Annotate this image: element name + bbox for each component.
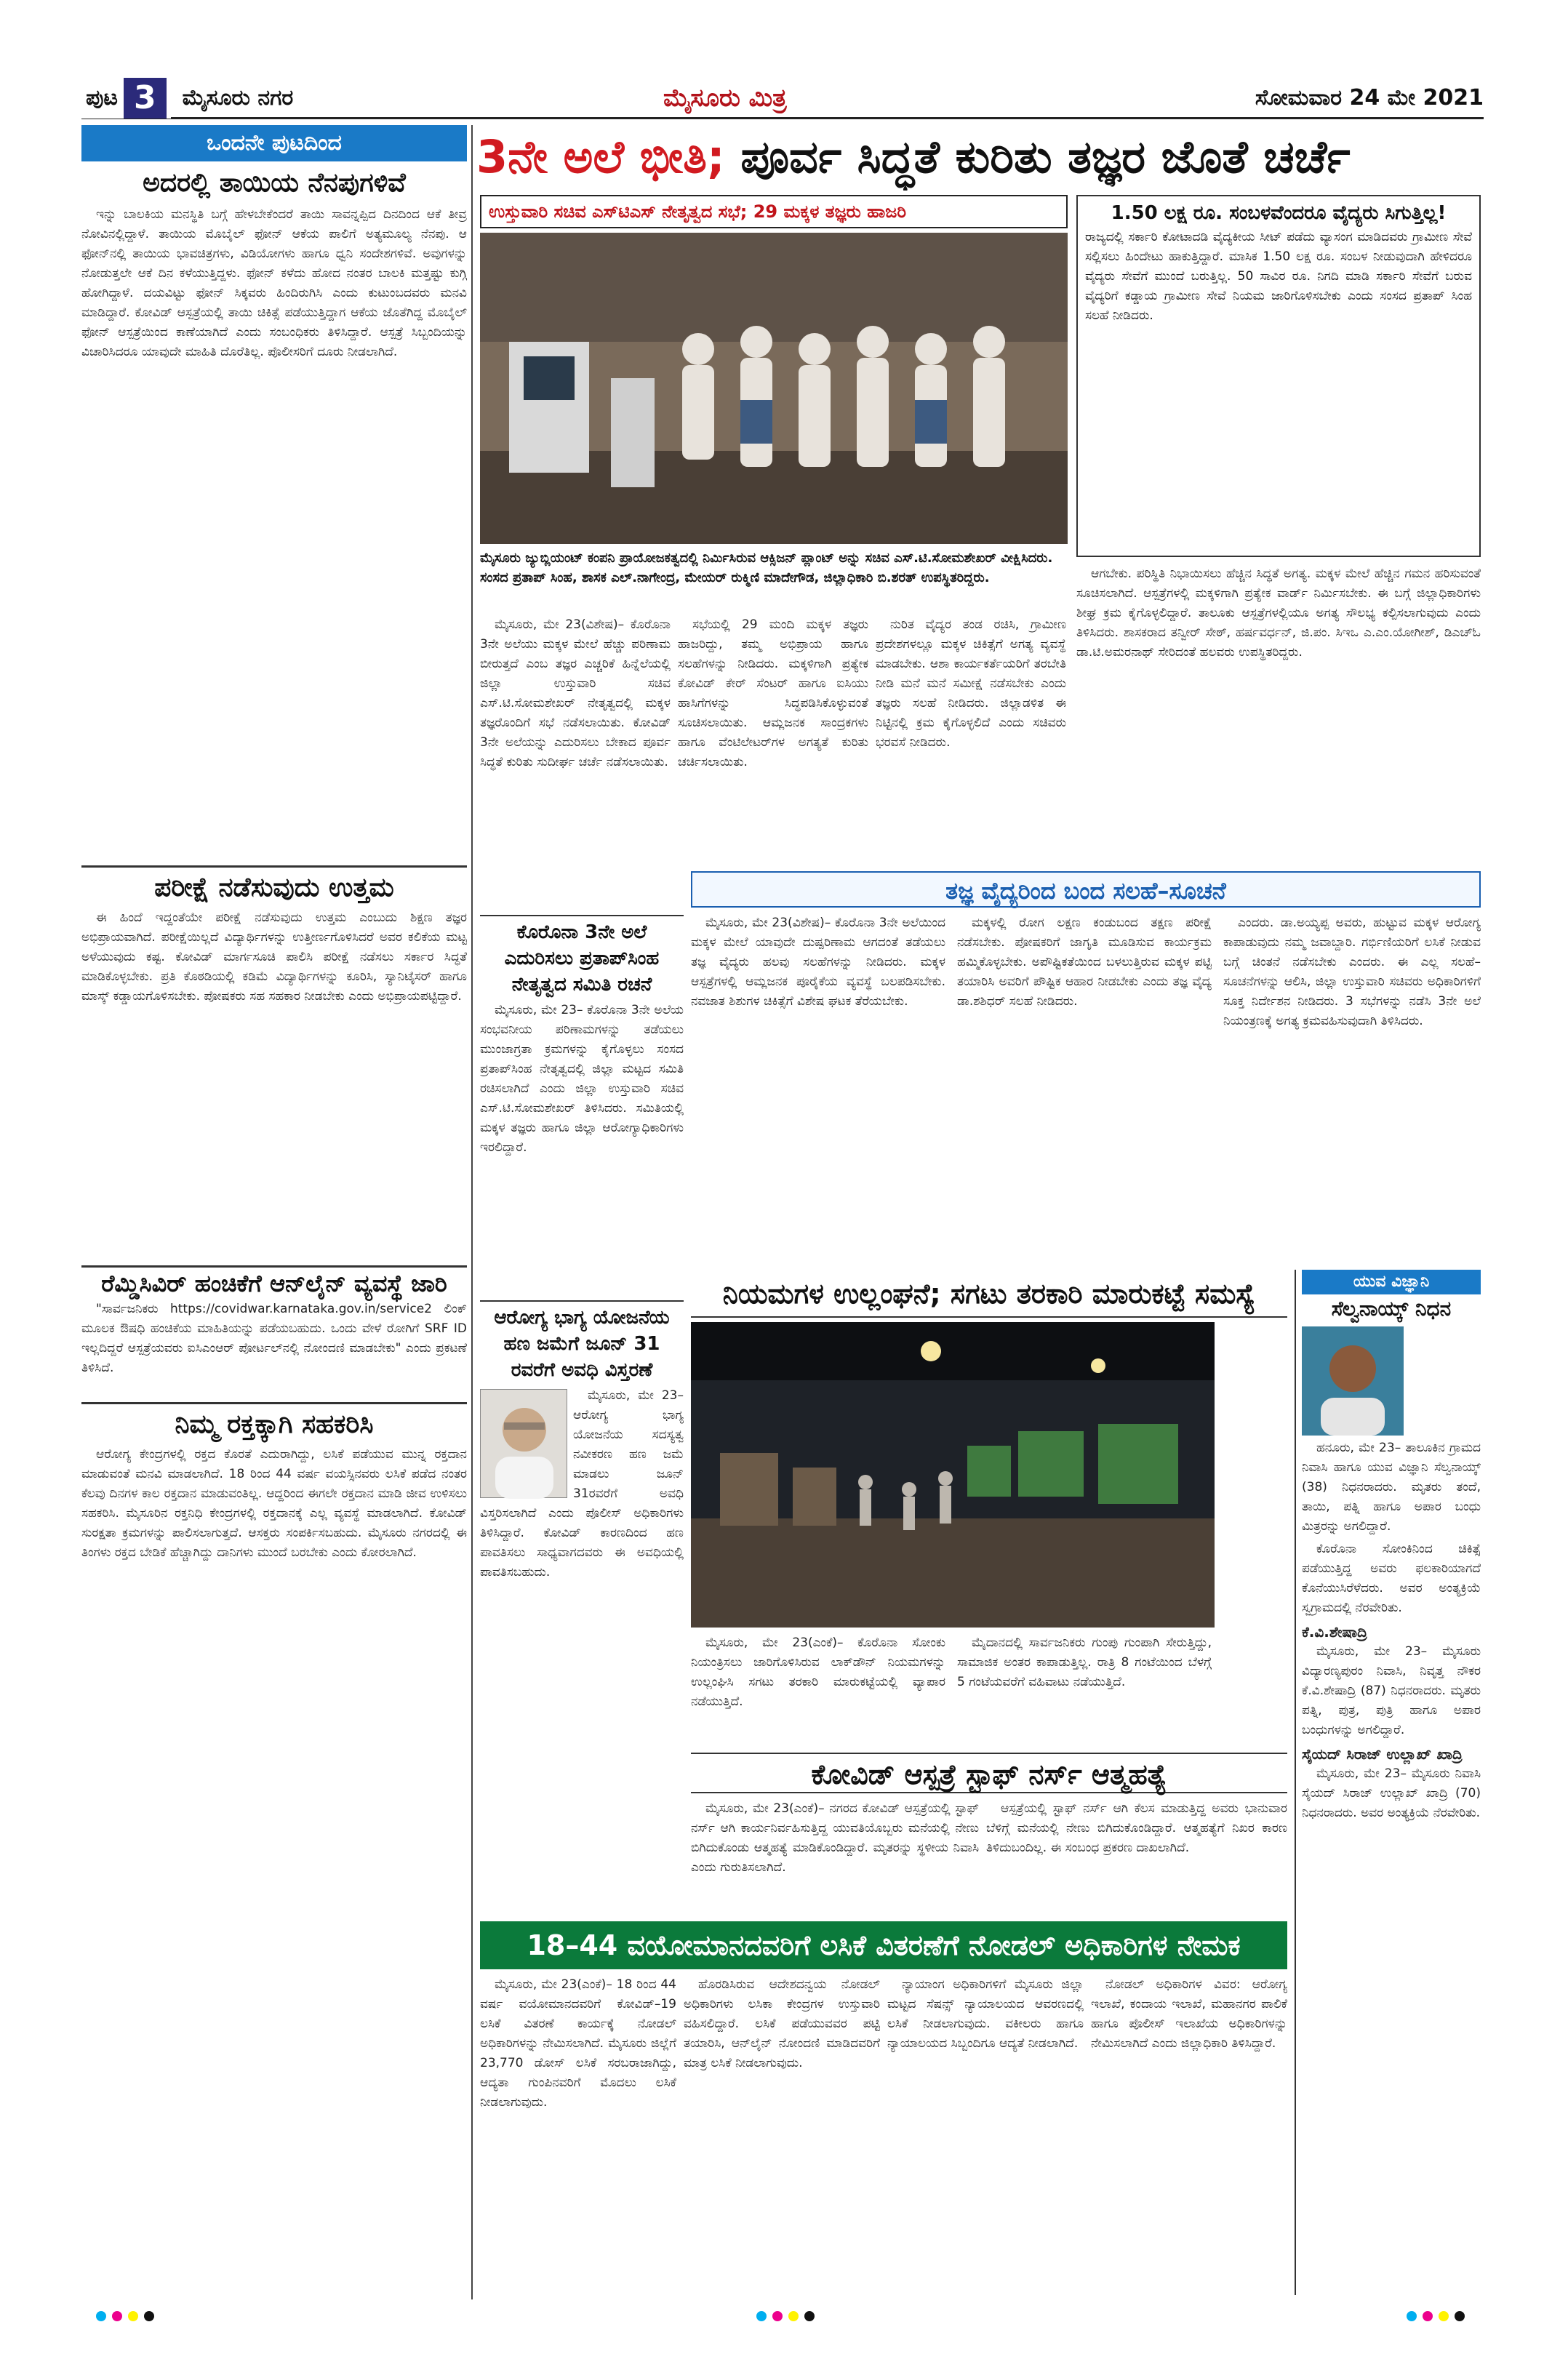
right-col-body: ಆಗಬೇಕು. ಪರಿಸ್ಥಿತಿ ನಿಭಾಯಿಸಲು ಹೆಚ್ಚಿನ ಸಿದ್ಧತೆ ಅಗತ್ಯ. ಮಕ್ಕಳ ಮೇಲೆ ಹೆಚ್ಚಿನ ಗಮನ ಹರಿಸುವಂತೆ ಸೂಚಿಸಲಾಗಿದೆ. ಆಸ್ಪತ್ರೆಗಳಲ್ಲಿ ಮಕ್ಕಳಿಗಾಗಿ ಪ್ರತ್ಯೇಕ ವಾರ್ಡ್ ನಿರ್ಮಿಸಬೇಕು. ಈ ಬಗ್ಗೆ ಜಿಲ್ಲಾಧಿಕಾರಿಗಳು ಶೀಘ್ರ ಕ್ರಮ ಕೈಗೊಳ್ಳಲಿದ್ದಾರೆ. ತಾಲೂಕು ಆಸ್ಪತ್ರೆಗಳಲ್ಲಿಯೂ ಅಗತ್ಯ ಸೌಲಭ್ಯ ಕಲ್ಪಿಸಲಾಗುವುದು ಎಂದು ತಿಳಿಸಿದರು. ಶಾಸಕರಾದ ತನ್ವೀರ್ ಸೇಠ್, ಹರ್ಷವರ್ಧನ್, ಜಿ.ಪಂ. ಸಿಇಒ ಎ.ಎಂ.ಯೋಗೀಶ್, ಡಿಎಚ್‌ಓ ಡಾ.ಟಿ.ಅಮರನಾಥ್ ಸೇರಿದಂತೆ ಹಲವರು ಉಪಸ್ಥಿತರಿದ್ದರು.	[1076, 567, 1481, 660]
registration-dot-black	[804, 2311, 815, 2321]
obituary-column	[1295, 1270, 1481, 2295]
page-label: ಪುಟ	[86, 85, 119, 111]
registration-dot-cyan	[1407, 2311, 1417, 2321]
advice-col-1	[691, 913, 945, 1262]
advice-body-2: ಮಕ್ಕಳಲ್ಲಿ ರೋಗ ಲಕ್ಷಣ ಕಂಡುಬಂದ ತಕ್ಷಣ ಪರೀಕ್ಷೆ ನಡೆಸಬೇಕು. ಪೋಷಕರಿಗೆ ಜಾಗೃತಿ ಮೂಡಿಸುವ ಕಾರ್ಯಕ್ರಮ ಹಮ್ಮಿಕೊಳ್ಳಬೇಕು. ಅಪೌಷ್ಟಿಕತೆಯಿಂದ ಬಳಲುತ್ತಿರುವ ಮಕ್ಕಳ ಪಟ್ಟಿ ತಯಾರಿಸಿ ಅವರಿಗೆ ಪೌಷ್ಟಿಕ ಆಹಾರ ನೀಡಬೇಕು ಎಂದು ತಜ್ಞ ವೈದ್ಯ ಡಾ.ಶಶಿಧರ್ ಸಲಹೆ ನೀಡಿದರು.	[957, 916, 1212, 1009]
page-number: 3	[124, 78, 167, 119]
registration-dot-cyan	[96, 2311, 106, 2321]
vaccine-col-1	[480, 1975, 676, 2295]
advice-col-3	[1223, 913, 1481, 1262]
nurse-body-1: ಮೈಸೂರು, ಮೇ 23(ಎಂಕೆ)– ನಗರದ ಕೋವಿಡ್ ಆಸ್ಪತ್ರೆಯಲ್ಲಿ ಸ್ಟಾಫ್ ನರ್ಸ್ ಆಗಿ ಕಾರ್ಯನಿರ್ವಹಿಸುತ್ತಿದ್ದ ಯುವತಿಯೊಬ್ಬರು ಮನೆಯಲ್ಲಿ ನೇಣು ಬಿಗಿದುಕೊಂಡು ಆತ್ಮಹತ್ಯೆ ಮಾಡಿಕೊಂಡಿದ್ದಾರೆ. ಮೃತರನ್ನು ಸ್ಥಳೀಯ ನಿವಾಸಿ ಎಂದು ಗುರುತಿಸಲಾಗಿದೆ.	[691, 1801, 979, 1875]
nurse-col-2	[986, 1799, 1287, 1915]
remdesivir-headline: ರೆಮ್ಡಿಸಿವಿರ್ ಹಂಚಿಕೆಗೆ ಆನ್‌ಲೈನ್ ವ್ಯವಸ್ಥೆ ಜಾರಿ	[101, 1270, 447, 1297]
market-body-2: ಮೈದಾನದಲ್ಲಿ ಸಾರ್ವಜನಿಕರು ಗುಂಪು ಗುಂಪಾಗಿ ಸೇರುತ್ತಿದ್ದು, ಸಾಮಾಜಿಕ ಅಂತರ ಕಾಪಾಡುತ್ತಿಲ್ಲ. ರಾತ್ರಿ 8 ಗಂಟೆಯಿಂದ ಬೆಳಗ್ಗೆ 5 ಗಂಟೆಯವರೆಗೆ ವಹಿವಾಟು ನಡೆಯುತ್ತಿದೆ.	[957, 1636, 1212, 1689]
blood-story	[81, 1402, 467, 2297]
salary-sidebar-headline: 1.50 ಲಕ್ಷ ರೂ. ಸಂಬಳವೆಂದರೂ ವೈದ್ಯರು ಸಿಗುತ್ತಿಲ್ಲ!	[1111, 202, 1447, 224]
vaccine-headline: 18–44 ವಯೋಮಾನದವರಿಗೆ ಲಸಿಕೆ ವಿತರಣೆಗೆ ನೋಡಲ್ ಅಧಿಕಾರಿಗಳ ನೇಮಕ	[480, 1921, 1287, 1969]
page-header	[81, 79, 1484, 119]
advice-col-2	[957, 913, 1212, 1262]
salary-sidebar-body: ರಾಜ್ಯದಲ್ಲಿ ಸರ್ಕಾರಿ ಕೋಟಾದಡಿ ವೈದ್ಯಕೀಯ ಸೀಟ್ ಪಡೆದು ವ್ಯಾಸಂಗ ಮಾಡಿದವರು ಗ್ರಾಮೀಣ ಸೇವೆ ಸಲ್ಲಿಸಲು ಹಿಂದೇಟು ಹಾಕುತ್ತಿದ್ದಾರೆ. ಮಾಸಿಕ 1.50 ಲಕ್ಷ ರೂ. ಸಂಬಳ ನೀಡುವುದಾಗಿ ಹೇಳಿದರೂ ವೈದ್ಯರು ಸೇವೆಗೆ ಮುಂದೆ ಬರುತ್ತಿಲ್ಲ. 50 ಸಾವಿರ ರೂ. ನಿಗದಿ ಮಾಡಿ ಸರ್ಕಾರಿ ಸೇವೆಗೆ ಬರುವ ವೈದ್ಯರಿಗೆ ಕಡ್ಡಾಯ ಗ್ರಾಮೀಣ ಸೇವೆ ನಿಯಮ ಜಾರಿಗೊಳಿಸಬೇಕು ಎಂದು ಸಂಸದ ಪ್ರತಾಪ್ ಸಿಂಹ ಸಲಹೆ ನೀಡಿದರು.	[1085, 230, 1472, 323]
obituary-body-3: ಮೈಸೂರು, ಮೇ 23– ಮೈಸೂರು ವಿದ್ಯಾರಣ್ಯಪುರಂ ನಿವಾಸಿ, ನಿವೃತ್ತ ನೌಕರ ಕೆ.ವಿ.ಶೇಷಾದ್ರಿ (87) ನಿಧನರಾದರು. ಮೃತರು ಪತ್ನಿ, ಪುತ್ರ, ಪುತ್ರಿ ಹಾಗೂ ಅಪಾರ ಬಂಧುಗಳನ್ನು ಅಗಲಿದ್ದಾರೆ.	[1302, 1644, 1481, 1737]
obituary-name-2: ಕೆ.ವಿ.ಶೇಷಾದ್ರಿ	[1302, 1623, 1367, 1641]
lead-body-2: ಸಭೆಯಲ್ಲಿ 29 ಮಂದಿ ಮಕ್ಕಳ ತಜ್ಞರು ಹಾಜರಿದ್ದು, ತಮ್ಮ ಅಭಿಪ್ರಾಯ ಹಾಗೂ ಸಲಹೆಗಳನ್ನು ನೀಡಿದರು. ಮಕ್ಕಳಿಗಾಗಿ ಪ್ರತ್ಯೇಕ ಕೋವಿಡ್ ಕೇರ್ ಸೆಂಟರ್ ಹಾಗೂ ಐಸಿಯು ಹಾಸಿಗೆಗಳನ್ನು ಸಿದ್ಧಪಡಿಸಿಕೊಳ್ಳುವಂತೆ ಸೂಚಿಸಲಾಯಿತು. ಆಮ್ಲಜನಕ ಸಾಂದ್ರಕಗಳು ಹಾಗೂ ವೆಂಟಿಲೇಟರ್‌ಗಳ ಅಗತ್ಯತೆ ಕುರಿತು ಚರ್ಚಿಸಲಾಯಿತು.	[678, 617, 868, 769]
obituary-kicker: ಯುವ ವಿಜ್ಞಾನಿ	[1302, 1270, 1481, 1294]
corona-committee-story	[480, 915, 684, 1293]
lead-photo	[480, 233, 1068, 544]
masthead: ಮೈಸೂರು ಮಿತ್ರ	[663, 83, 787, 113]
registration-dot-cyan	[756, 2311, 767, 2321]
lead-body-3: ನುರಿತ ವೈದ್ಯರ ತಂಡ ರಚಿಸಿ, ಗ್ರಾಮೀಣ ಪ್ರದೇಶಗಳಲ್ಲೂ ಮಕ್ಕಳ ಚಿಕಿತ್ಸೆಗೆ ಅಗತ್ಯ ವ್ಯವಸ್ಥೆ ಮಾಡಬೇಕು. ಆಶಾ ಕಾರ್ಯಕರ್ತೆಯರಿಗೆ ತರಬೇತಿ ನೀಡಿ ಮನೆ ಮನೆ ಸಮೀಕ್ಷೆ ನಡೆಸಬೇಕು ಎಂದು ತಜ್ಞರು ಸಲಹೆ ನೀಡಿದರು. ಜಿಲ್ಲಾಡಳಿತ ಈ ನಿಟ್ಟಿನಲ್ಲಿ ಕ್ರಮ ಕೈಗೊಳ್ಳಲಿದೆ ಎಂದು ಸಚಿವರು ಭರವಸೆ ನೀಡಿದರು.	[876, 617, 1066, 750]
lead-headline-black: ಪೂರ್ವ ಸಿದ್ಧತೆ ಕುರಿತು ತಜ್ಞರ ಜೊತೆ ಚರ್ಚೆ	[740, 130, 1351, 183]
lead-body-col-2	[678, 615, 868, 906]
market-col-right	[1222, 1322, 1287, 1323]
blood-story-body: ಆರೋಗ್ಯ ಕೇಂದ್ರಗಳಲ್ಲಿ ರಕ್ತದ ಕೊರತೆ ಎದುರಾಗಿದ್ದು, ಲಸಿಕೆ ಪಡೆಯುವ ಮುನ್ನ ರಕ್ತದಾನ ಮಾಡುವಂತೆ ಮನವಿ ಮಾಡಲಾಗಿದೆ. 18 ರಿಂದ 44 ವರ್ಷ ವಯಸ್ಸಿನವರು ಲಸಿಕೆ ಪಡೆದ ನಂತರ ಕೆಲವು ದಿನಗಳ ಕಾಲ ರಕ್ತದಾನ ಮಾಡುವಂತಿಲ್ಲ. ಆದ್ದರಿಂದ ಈಗಲೇ ರಕ್ತದಾನ ಮಾಡಿ ಜೀವ ಉಳಿಸಲು ಸಹಕರಿಸಿ. ಮೈಸೂರಿನ ರಕ್ತನಿಧಿ ಕೇಂದ್ರಗಳಲ್ಲಿ ರಕ್ತದಾನಕ್ಕೆ ಎಲ್ಲ ವ್ಯವಸ್ಥೆ ಮಾಡಲಾಗಿದೆ. ಕೋವಿಡ್ ಸುರಕ್ಷತಾ ಕ್ರಮಗಳನ್ನು ಪಾಲಿಸಲಾಗುತ್ತದೆ. ಆಸಕ್ತರು ಸಂಪರ್ಕಿಸಬಹುದು. ಮೈಸೂರು ನಗರದಲ್ಲಿ ಈ ತಿಂಗಳು ರಕ್ತದ ಬೇಡಿಕೆ ಹೆಚ್ಚಾಗಿದ್ದು ದಾನಿಗಳು ಮುಂದೆ ಬರಬೇಕು ಎಂದು ಕೋರಲಾಗಿದೆ.	[81, 1447, 467, 1560]
registration-dot-yellow	[788, 2311, 799, 2321]
lead-body-col-1	[480, 615, 671, 906]
exam-story-body: ಈ ಹಿಂದೆ ಇದ್ದಂತೆಯೇ ಪರೀಕ್ಷೆ ನಡೆಸುವುದು ಉತ್ತಮ ಎಂಬುದು ಶಿಕ್ಷಣ ತಜ್ಞರ ಅಭಿಪ್ರಾಯವಾಗಿದೆ. ಪರೀಕ್ಷೆಯಿಲ್ಲದೆ ವಿದ್ಯಾರ್ಥಿಗಳನ್ನು ಉತ್ತೀರ್ಣಗೊಳಿಸಿದರೆ ಅವರ ಕಲಿಕೆಯ ಮಟ್ಟ ಅಳೆಯುವುದು ಕಷ್ಟ. ಕೋವಿಡ್ ಮಾರ್ಗಸೂಚಿ ಪಾಲಿಸಿ ಪರೀಕ್ಷೆ ನಡೆಸಲು ಸರ್ಕಾರ ಸಿದ್ಧತೆ ಮಾಡಿಕೊಳ್ಳಬೇಕು. ಪ್ರತಿ ಕೊಠಡಿಯಲ್ಲಿ ಕಡಿಮೆ ವಿದ್ಯಾರ್ಥಿಗಳನ್ನು ಕೂರಿಸಿ, ಸ್ಯಾನಿಟೈಸರ್ ಹಾಗೂ ಮಾಸ್ಕ್ ಕಡ್ಡಾಯಗೊಳಿಸಬೇಕು. ಪೋಷಕರು ಸಹ ಸಹಕಾರ ನೀಡಬೇಕು ಎಂದು ಅಭಿಪ್ರಾಯಪಟ್ಟಿದ್ದಾರೆ.	[81, 910, 467, 1004]
lead-headline-red: 3ನೇ ಅಲೆ ಭೀತಿ;	[476, 130, 725, 183]
market-photo	[691, 1322, 1215, 1628]
left-story	[81, 125, 467, 864]
registration-dot-yellow	[1439, 2311, 1449, 2321]
vaccine-col-3	[887, 1975, 1084, 2295]
person-portrait-icon	[1302, 1326, 1404, 1436]
arogya-story	[480, 1300, 684, 1708]
left-story-body: ಇನ್ನು ಬಾಲಕಿಯ ಮನಸ್ಥಿತಿ ಬಗ್ಗೆ ಹೇಳಬೇಕೆಂದರೆ ತಾಯಿ ಸಾವನ್ನಪ್ಪಿದ ದಿನದಿಂದ ಆಕೆ ತೀವ್ರ ನೋವಿನಲ್ಲಿದ್ದಾಳೆ. ತಾಯಿಯ ಮೊಬೈಲ್ ಫೋನ್ ಆಕೆಯ ಪಾಲಿಗೆ ಅತ್ಯಮೂಲ್ಯ ನೆನಪು. ಆ ಫೋನ್‌ನಲ್ಲಿ ತಾಯಿಯ ಭಾವಚಿತ್ರಗಳು, ವಿಡಿಯೋಗಳು ಹಾಗೂ ಧ್ವನಿ ಸಂದೇಶಗಳಿವೆ. ಅವುಗಳನ್ನು ನೋಡುತ್ತಲೇ ಆಕೆ ದಿನ ಕಳೆಯುತ್ತಿದ್ದಳು. ಫೋನ್ ಕಳೆದು ಹೋದ ನಂತರ ಬಾಲಕಿ ಮತ್ತಷ್ಟು ಕುಗ್ಗಿ ಹೋಗಿದ್ದಾಳೆ. ದಯವಿಟ್ಟು ಫೋನ್ ಸಿಕ್ಕವರು ಹಿಂದಿರುಗಿಸಿ ಎಂದು ಕುಟುಂಬದವರು ಮನವಿ ಮಾಡಿದ್ದಾರೆ. ಕೋವಿಡ್ ಆಸ್ಪತ್ರೆಯಲ್ಲಿ ತಾಯಿ ಚಿಕಿತ್ಸೆ ಪಡೆಯುತ್ತಿದ್ದಾಗ ಆಕೆಯ ಜೊತೆಗಿದ್ದ ಮೊಬೈಲ್ ಫೋನ್ ಆಸ್ಪತ್ರೆಯಿಂದ ಕಾಣೆಯಾಗಿದೆ ಎಂದು ಸಂಬಂಧಿಕರು ತಿಳಿಸಿದ್ದಾರೆ. ಆಸ್ಪತ್ರೆ ಸಿಬ್ಬಂದಿಯನ್ನು ವಿಚಾರಿಸಿದರೂ ಯಾವುದೇ ಮಾಹಿತಿ ದೊರೆತಿಲ್ಲ. ಪೊಲೀಸರಿಗೆ ದೂರು ನೀಡಲಾಗಿದೆ.	[81, 207, 467, 359]
obituary-body-2: ಕೊರೊನಾ ಸೋಂಕಿನಿಂದ ಚಿಕಿತ್ಸೆ ಪಡೆಯುತ್ತಿದ್ದ ಅವರು ಫಲಕಾರಿಯಾಗದೆ ಕೊನೆಯುಸಿರೆಳೆದರು. ಅವರ ಅಂತ್ಯಕ್ರಿಯೆ ಸ್ವಗ್ರಾಮದಲ್ಲಿ ನೆರವೇರಿತು.	[1302, 1542, 1481, 1615]
arogya-body: ಮೈಸೂರು, ಮೇ 23– ಆರೋಗ್ಯ ಭಾಗ್ಯ ಯೋಜನೆಯ ಸದಸ್ಯತ್ವ ನವೀಕರಣ ಹಣ ಜಮೆ ಮಾಡಲು ಜೂನ್ 31ರವರೆಗೆ ಅವಧಿ ವಿಸ್ತರಿಸಲಾಗಿದೆ ಎಂದು ಪೊಲೀಸ್ ಅಧಿಕಾರಿಗಳು ತಿಳಿಸಿದ್ದಾರೆ. ಕೋವಿಡ್ ಕಾರಣದಿಂದ ಹಣ ಪಾವತಿಸಲು ಸಾಧ್ಯವಾಗದವರು ಈ ಅವಧಿಯಲ್ಲಿ ಪಾವತಿಸಬಹುದು.	[480, 1388, 684, 1580]
registration-dot-magenta	[112, 2311, 122, 2321]
obituary-headline: ಸೆಲ್ವನಾಯ್ಕ್ ನಿಧನ	[1331, 1297, 1452, 1321]
lead-body-1: ಮೈಸೂರು, ಮೇ 23(ವಿಶೇಷ)– ಕೊರೊನಾ 3ನೇ ಅಲೆಯು ಮಕ್ಕಳ ಮೇಲೆ ಹೆಚ್ಚು ಪರಿಣಾಮ ಬೀರುತ್ತದೆ ಎಂಬ ತಜ್ಞರ ಎಚ್ಚರಿಕೆ ಹಿನ್ನೆಲೆಯಲ್ಲಿ ಜಿಲ್ಲಾ ಉಸ್ತುವಾರಿ ಸಚಿವ ಎಸ್.ಟಿ.ಸೋಮಶೇಖರ್ ನೇತೃತ್ವದಲ್ಲಿ ಮಕ್ಕಳ ತಜ್ಞರೊಂದಿಗೆ ಸಭೆ ನಡೆಸಲಾಯಿತು. ಕೋವಿಡ್ 3ನೇ ಅಲೆಯನ್ನು ಎದುರಿಸಲು ಬೇಕಾದ ಪೂರ್ವ ಸಿದ್ಧತೆ ಕುರಿತು ಸುದೀರ್ಘ ಚರ್ಚೆ ನಡೆಸಲಾಯಿತು.	[480, 617, 671, 769]
nurse-body-2: ಆಸ್ಪತ್ರೆಯಲ್ಲಿ ಸ್ಟಾಫ್ ನರ್ಸ್ ಆಗಿ ಕೆಲಸ ಮಾಡುತ್ತಿದ್ದ ಅವರು ಭಾನುವಾರ ಬೆಳಿಗ್ಗೆ ಮನೆಯಲ್ಲಿ ನೇಣು ಬಿಗಿದುಕೊಂಡಿದ್ದಾರೆ. ಆತ್ಮಹತ್ಯೆಗೆ ನಿಖರ ಕಾರಣ ತಿಳಿದುಬಂದಿಲ್ಲ. ಈ ಸಂಬಂಧ ಪ್ರಕರಣ ದಾಖಲಾಗಿದೆ.	[986, 1801, 1287, 1855]
vaccine-body-3: ನ್ಯಾಯಾಂಗ ಅಧಿಕಾರಿಗಳಿಗೆ ಮೈಸೂರು ಜಿಲ್ಲಾ ಮಟ್ಟದ ಸೆಷನ್ಸ್ ನ್ಯಾಯಾಲಯದ ಆವರಣದಲ್ಲಿ ಲಸಿಕೆ ನೀಡಲಾಗುವುದು. ವಕೀಲರು ಹಾಗೂ ನ್ಯಾಯಾಲಯದ ಸಿಬ್ಬಂದಿಗೂ ಆದ್ಯತೆ ನೀಡಲಾಗಿದೆ.	[887, 1977, 1084, 2051]
corona-committee-headline: ಕೊರೊನಾ 3ನೇ ಅಲೆ ಎದುರಿಸಲು ಪ್ರತಾಪ್‌ಸಿಂಹ ನೇತೃತ್ವದ ಸಮಿತಿ ರಚನೆ	[504, 921, 660, 996]
nurse-headline: ಕೋವಿಡ್ ಆಸ್ಪತ್ರೆ ಸ್ಟಾಫ್ ನರ್ಸ್ ಆತ್ಮಹತ್ಯೆ	[691, 1753, 1287, 1793]
advice-body-3: ಎಂದರು. ಡಾ.ಅಯ್ಯಪ್ಪ ಅವರು, ಹುಟ್ಟುವ ಮಕ್ಕಳ ಆರೋಗ್ಯ ಕಾಪಾಡುವುದು ನಮ್ಮ ಜವಾಬ್ದಾರಿ. ಗರ್ಭಿಣಿಯರಿಗೆ ಲಸಿಕೆ ನೀಡುವ ಬಗ್ಗೆ ಚಿಂತನೆ ನಡೆಸಬೇಕು ಎಂದರು. ಈ ಎಲ್ಲ ಸಲಹೆ–ಸೂಚನೆಗಳನ್ನು ಆಲಿಸಿ, ಜಿಲ್ಲಾ ಉಸ್ತುವಾರಿ ಸಚಿವರು ಅಧಿಕಾರಿಗಳಿಗೆ ಸೂಕ್ತ ನಿರ್ದೇಶನ ನೀಡಿದರು. 3 ಸಭೆಗಳನ್ನು ನಡೆಸಿ 3ನೇ ಅಲೆ ನಿಯಂತ್ರಣಕ್ಕೆ ಅಗತ್ಯ ಕ್ರಮವಹಿಸುವುದಾಗಿ ತಿಳಿಸಿದರು.	[1223, 916, 1481, 1028]
lead-subhead: ಉಸ್ತುವಾರಿ ಸಚಿವ ಎಸ್‌ಟಿಎಸ್ ನೇತೃತ್ವದ ಸಭೆ; 29 ಮಕ್ಕಳ ತಜ್ಞರು ಹಾಜರಿ	[480, 195, 1068, 228]
registration-dot-black	[144, 2311, 154, 2321]
section-name: ಮೈಸೂರು ನಗರ	[182, 85, 294, 111]
arogya-headline: ಆರೋಗ್ಯ ಭಾಗ್ಯ ಯೋಜನೆಯ ಹಣ ಜಮೆಗೆ ಜೂನ್ 31 ರವರೆಗೆ ಅವಧಿ ವಿಸ್ತರಣೆ	[494, 1307, 670, 1381]
obituary-body-1: ಹನೂರು, ಮೇ 23– ತಾಲೂಕಿನ ಗ್ರಾಮದ ನಿವಾಸಿ ಹಾಗೂ ಯುವ ವಿಜ್ಞಾನಿ ಸೆಲ್ವನಾಯ್ಕ್ (38) ನಿಧನರಾದರು. ಮೃತರು ತಂದೆ, ತಾಯಿ, ಪತ್ನಿ ಹಾಗೂ ಅಪಾರ ಬಂಧು ಮಿತ್ರರನ್ನು ಅಗಲಿದ್ದಾರೆ.	[1302, 1441, 1481, 1534]
market-body-2-col	[957, 1633, 1212, 1748]
registration-dot-black	[1455, 2311, 1465, 2321]
vaccine-body-4: ನೋಡಲ್ ಅಧಿಕಾರಿಗಳ ವಿವರ: ಆರೋಗ್ಯ ಇಲಾಖೆ, ಕಂದಾಯ ಇಲಾಖೆ, ಮಹಾನಗರ ಪಾಲಿಕೆ ಹಾಗೂ ಪೊಲೀಸ್ ಇಲಾಖೆಯ ಅಧಿಕಾರಿಗಳನ್ನು ನೇಮಿಸಲಾಗಿದೆ ಎಂದು ಜಿಲ್ಲಾಧಿಕಾರಿ ತಿಳಿಸಿದ್ದಾರೆ.	[1091, 1977, 1287, 2051]
registration-dot-yellow	[128, 2311, 138, 2321]
lead-photo-caption: ಮೈಸೂರು ಜ್ಯುಬ್ಲಿಯಂಟ್ ಕಂಪನಿ ಪ್ರಾಯೋಜಕತ್ವದಲ್ಲಿ ನಿರ್ಮಿಸಿರುವ ಆಕ್ಸಿಜನ್ ಪ್ಲಾಂಟ್ ಅನ್ನು ಸಚಿವ ಎಸ್.ಟಿ.ಸೋಮಶೇಖರ್ ವೀಕ್ಷಿಸಿದರು. ಸಂಸದ ಪ್ರತಾಪ್ ಸಿಂಹ, ಶಾಸಕ ಎಲ್.ನಾಗೇಂದ್ರ, ಮೇಯರ್ ರುಕ್ಮಿಣಿ ಮಾದೇಗೌಡ, ಜಿಲ್ಲಾಧಿಕಾರಿ ಬಿ.ಶರತ್ ಉಪಸ್ಥಿತರಿದ್ದರು.	[480, 551, 1053, 585]
registration-dot-magenta	[772, 2311, 783, 2321]
remdesivir-story	[81, 1265, 467, 1396]
vaccine-col-4	[1091, 1975, 1287, 2295]
meeting-photo-illustration	[480, 233, 1068, 544]
market-headline: ನಿಯಮಗಳ ಉಲ್ಲಂಘನೆ; ಸಗಟು ತರಕಾರಿ ಮಾರುಕಟ್ಟೆ ಸಮಸ್ಯೆ	[691, 1270, 1287, 1318]
exam-story-headline: ಪರೀಕ್ಷೆ ನಡೆಸುವುದು ಉತ್ತಮ	[154, 873, 394, 902]
night-market-photo	[691, 1322, 1215, 1628]
lead-headline	[476, 124, 1487, 191]
nurse-col-1	[691, 1799, 979, 1915]
column-rule	[471, 125, 473, 2299]
exam-story	[81, 865, 467, 1258]
advice-body-1: ಮೈಸೂರು, ಮೇ 23(ವಿಶೇಷ)– ಕೊರೊನಾ 3ನೇ ಅಲೆಯಿಂದ ಮಕ್ಕಳ ಮೇಲೆ ಯಾವುದೇ ದುಷ್ಪರಿಣಾಮ ಆಗದಂತೆ ತಡೆಯಲು ತಜ್ಞ ವೈದ್ಯರು ಹಲವು ಸಲಹೆಗಳನ್ನು ನೀಡಿದರು. ಮಕ್ಕಳ ಆಸ್ಪತ್ರೆಗಳಲ್ಲಿ ಆಮ್ಲಜನಕ ಪೂರೈಕೆಯ ವ್ಯವಸ್ಥೆ ಬಲಪಡಿಸಬೇಕು. ನವಜಾತ ಶಿಶುಗಳ ಚಿಕಿತ್ಸೆಗೆ ವಿಶೇಷ ಘಟಕ ತೆರೆಯಬೇಕು.	[691, 916, 945, 1009]
obituary-name-3: ಸೈಯದ್ ಸಿರಾಜ್ ಉಲ್ಲಾಖ್ ಖಾದ್ರಿ	[1302, 1745, 1463, 1763]
market-body-1-col	[691, 1633, 945, 1748]
salary-sidebar-box	[1076, 195, 1481, 557]
vaccine-col-2	[684, 1975, 880, 2295]
market-body-1: ಮೈಸೂರು, ಮೇ 23(ಎಂಕೆ)– ಕೊರೊನಾ ಸೋಂಕು ನಿಯಂತ್ರಿಸಲು ಜಾರಿಗೊಳಿಸಿರುವ ಲಾಕ್‌ಡೌನ್ ನಿಯಮಗಳನ್ನು ಉಲ್ಲಂಘಿಸಿ ಸಗಟು ತರಕಾರಿ ಮಾರುಕಟ್ಟೆಯಲ್ಲಿ ವ್ಯಾಪಾರ ನಡೆಯುತ್ತಿದೆ.	[691, 1636, 945, 1709]
issue-date: ಸೋಮವಾರ 24 ಮೇ 2021	[1255, 85, 1484, 111]
print-registration-marks	[0, 2302, 1568, 2331]
obituary-body-4: ಮೈಸೂರು, ಮೇ 23– ಮೈಸೂರು ನಿವಾಸಿ ಸೈಯದ್ ಸಿರಾಜ್ ಉಲ್ಲಾಖ್ ಖಾದ್ರಿ (70) ನಿಧನರಾದರು. ಅವರ ಅಂತ್ಯಕ್ರಿಯೆ ನೆರವೇರಿತು.	[1302, 1766, 1481, 1820]
registration-dot-magenta	[1423, 2311, 1433, 2321]
vaccine-body-2: ಹೊರಡಿಸಿರುವ ಆದೇಶದನ್ವಯ ನೋಡಲ್ ಅಧಿಕಾರಿಗಳು ಲಸಿಕಾ ಕೇಂದ್ರಗಳ ಉಸ್ತುವಾರಿ ವಹಿಸಲಿದ್ದಾರೆ. ಲಸಿಕೆ ಪಡೆಯುವವರ ಪಟ್ಟಿ ತಯಾರಿಸಿ, ಆನ್‌ಲೈನ್ ನೋಂದಣಿ ಮಾಡಿದವರಿಗೆ ಮಾತ್ರ ಲಸಿಕೆ ನೀಡಲಾಗುವುದು.	[684, 1977, 880, 2070]
left-story-headline: ಅದರಲ್ಲಿ ತಾಯಿಯ ನೆನಪುಗಳಿವೆ	[143, 168, 406, 198]
person-portrait-icon	[481, 1390, 568, 1499]
arogya-portrait	[480, 1389, 567, 1498]
left-story-kicker: ಒಂದನೇ ಪುಟದಿಂದ	[81, 125, 467, 161]
vaccine-body-1: ಮೈಸೂರು, ಮೇ 23(ಎಂಕೆ)– 18 ರಿಂದ 44 ವರ್ಷ ವಯೋಮಾನದವರಿಗೆ ಕೋವಿಡ್–19 ಲಸಿಕೆ ವಿತರಣೆ ಕಾರ್ಯಕ್ಕೆ ನೋಡಲ್ ಅಧಿಕಾರಿಗಳನ್ನು ನೇಮಿಸಲಾಗಿದೆ. ಮೈಸೂರು ಜಿಲ್ಲೆಗೆ 23,770 ಡೋಸ್ ಲಸಿಕೆ ಸರಬರಾಜಾಗಿದ್ದು, ಆದ್ಯತಾ ಗುಂಪಿನವರಿಗೆ ಮೊದಲು ಲಸಿಕೆ ನೀಡಲಾಗುವುದು.	[480, 1977, 676, 2110]
page-number-block	[81, 78, 171, 119]
obituary-portrait-1	[1302, 1326, 1404, 1436]
right-col-text	[1076, 564, 1481, 855]
remdesivir-body: "ಸಾರ್ವಜನಿಕರು https://covidwar.karnataka.gov.in/service2 ಲಿಂಕ್ ಮೂಲಕ ಔಷಧಿ ಹಂಚಿಕೆಯ ಮಾಹಿತಿಯನ್ನು ಪಡೆಯಬಹುದು. ಒಂದು ವೇಳೆ ರೋಗಿಗೆ SRF ID ಇಲ್ಲದಿದ್ದರೆ ಆಸ್ಪತ್ರೆಯವರು ಐಸಿಎಂಆರ್ ಪೋರ್ಟಲ್‌ನಲ್ಲಿ ನೋಂದಣಿ ಮಾಡಬೇಕು" ಎಂದು ಪ್ರಕಟಣೆ ತಿಳಿಸಿದೆ.	[81, 1302, 467, 1375]
lead-body-col-3	[876, 615, 1066, 906]
corona-committee-body: ಮೈಸೂರು, ಮೇ 23– ಕೊರೊನಾ 3ನೇ ಅಲೆಯ ಸಂಭವನೀಯ ಪರಿಣಾಮಗಳನ್ನು ತಡೆಯಲು ಮುಂಜಾಗ್ರತಾ ಕ್ರಮಗಳನ್ನು ಕೈಗೊಳ್ಳಲು ಸಂಸದ ಪ್ರತಾಪ್‌ಸಿಂಹ ನೇತೃತ್ವದಲ್ಲಿ ಜಿಲ್ಲಾ ಮಟ್ಟದ ಸಮಿತಿ ರಚಿಸಲಾಗಿದೆ ಎಂದು ಜಿಲ್ಲಾ ಉಸ್ತುವಾರಿ ಸಚಿವ ಎಸ್.ಟಿ.ಸೋಮಶೇಖರ್ ತಿಳಿಸಿದರು. ಸಮಿತಿಯಲ್ಲಿ ಮಕ್ಕಳ ತಜ್ಞರು ಹಾಗೂ ಜಿಲ್ಲಾ ಆರೋಗ್ಯಾಧಿಕಾರಿಗಳು ಇರಲಿದ್ದಾರೆ.	[480, 1003, 684, 1155]
advice-headline: ತಜ್ಞ ವೈದ್ಯರಿಂದ ಬಂದ ಸಲಹೆ–ಸೂಚನೆ	[691, 871, 1481, 908]
blood-story-headline: ನಿಮ್ಮ ರಕ್ತಕ್ಕಾಗಿ ಸಹಕರಿಸಿ	[175, 1409, 374, 1439]
